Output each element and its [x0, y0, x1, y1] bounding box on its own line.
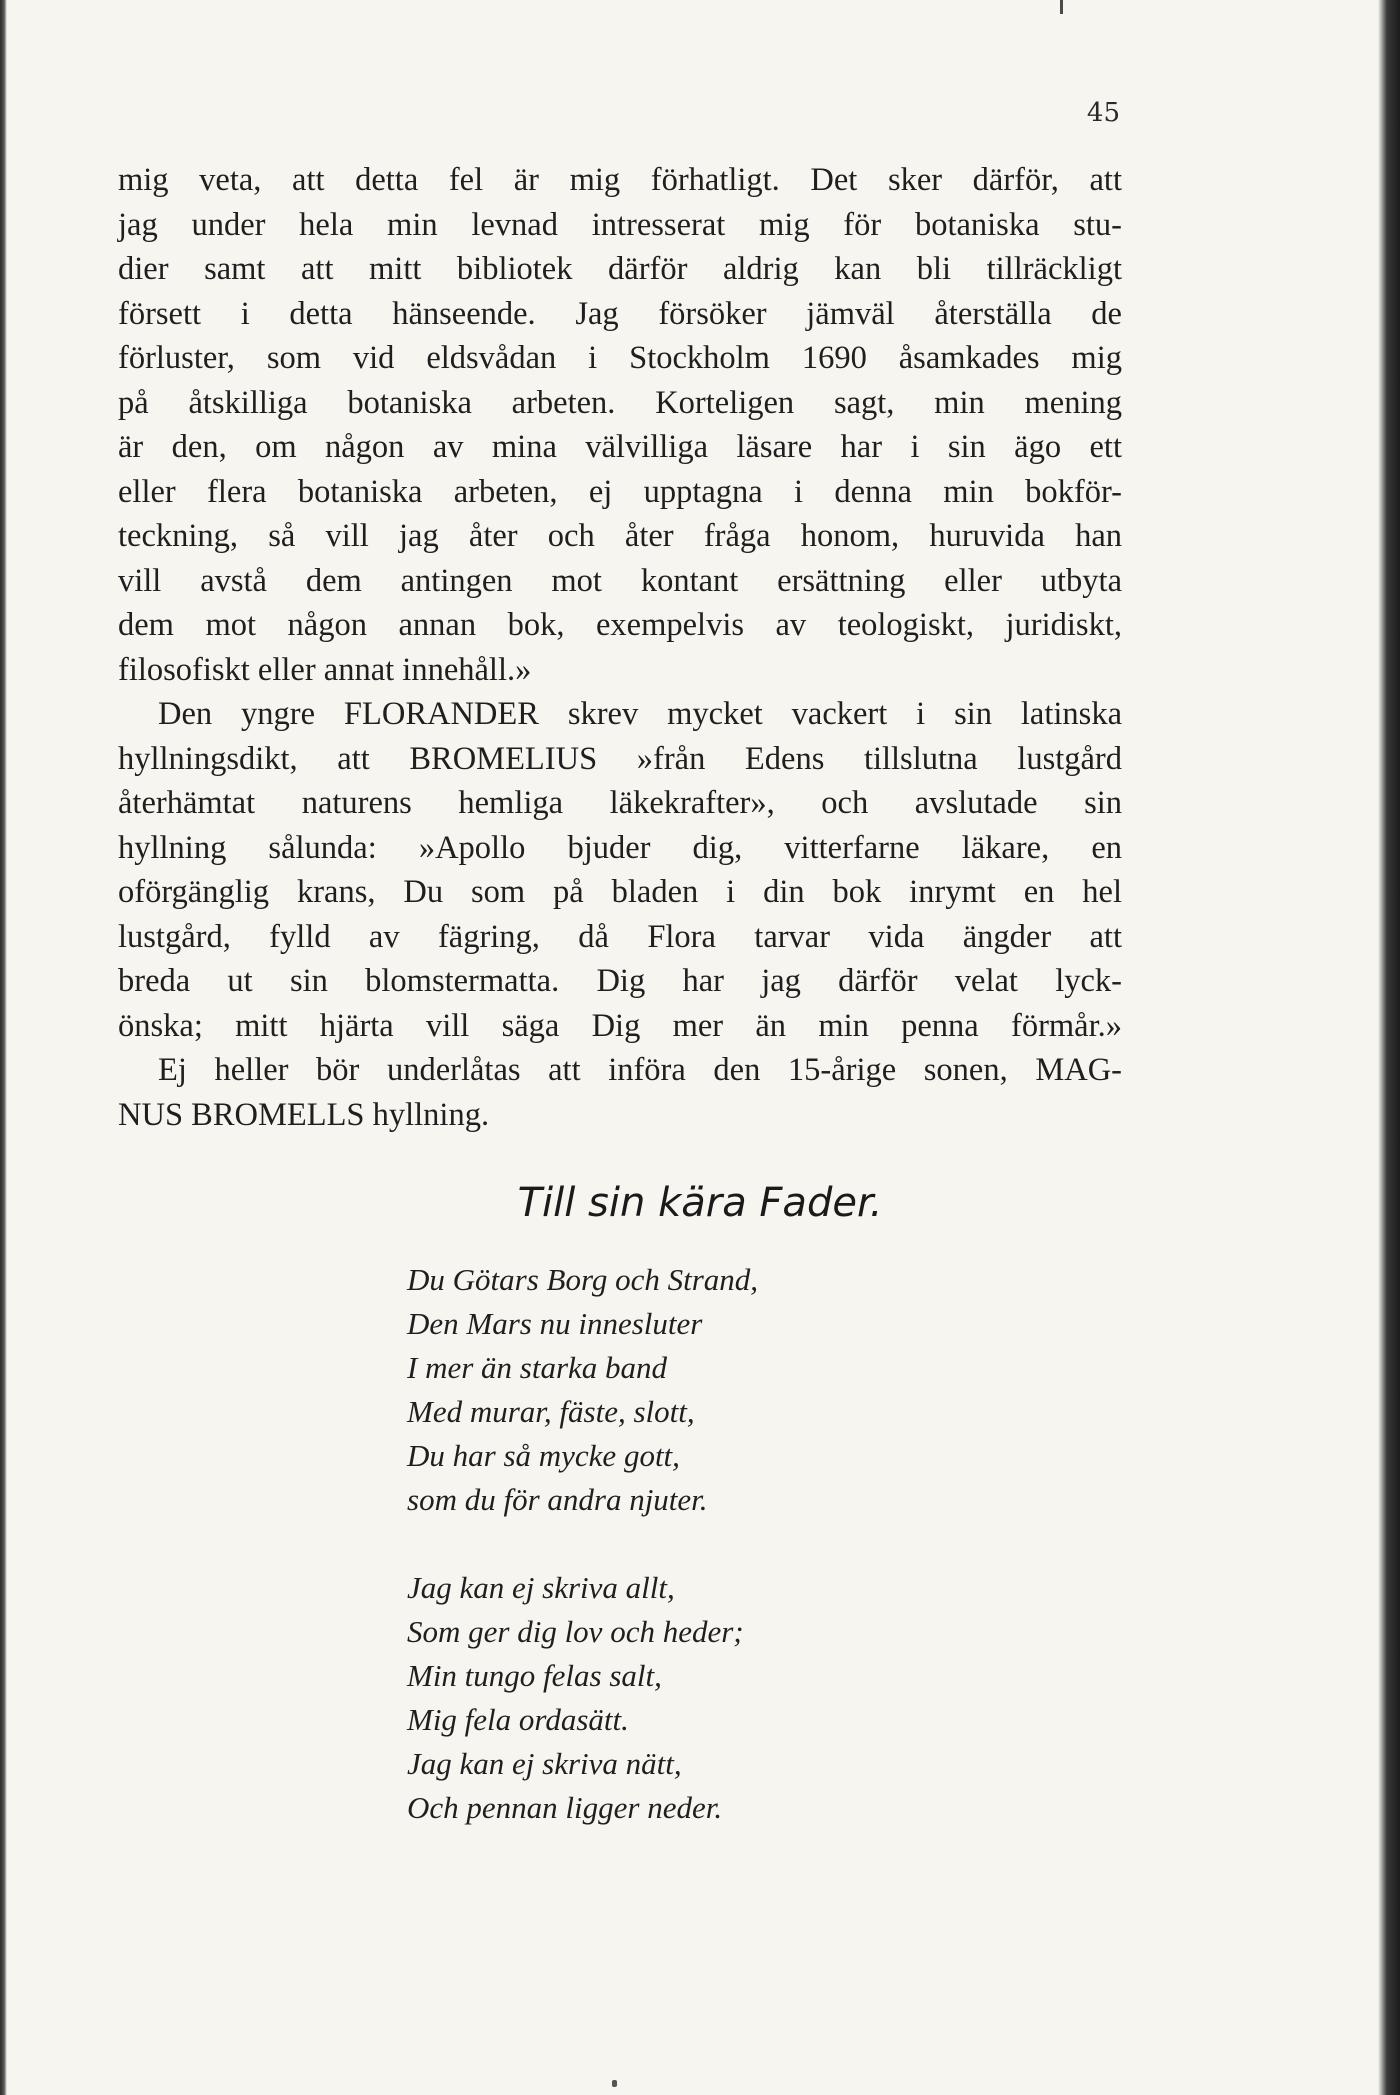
text-line: NUS BROMELLS hyllning.	[118, 1096, 490, 1133]
poem-stanza-2	[407, 1566, 744, 1830]
top-margin-mark	[1060, 0, 1063, 14]
poem-line: Den Mars nu innesluter	[407, 1306, 703, 1341]
page-right-edge-shadow	[1378, 0, 1400, 2095]
poem-line: I mer än starka band	[407, 1350, 668, 1385]
poem-line: Jag kan ej skriva allt,	[407, 1570, 675, 1605]
text-line: mig veta, att detta fel är mig förhatligt. Det sker därför, att	[118, 162, 1122, 198]
page-number: 45	[1086, 98, 1120, 128]
text-line: Ej heller bör underlåtas att införa den 15-årige sonen, MAG-	[158, 1052, 1122, 1088]
text-line: är den, om någon av mina välvilliga läsare har i sin ägo ett	[118, 429, 1122, 465]
text-line: lustgård, fylld av fägring, då Flora tarvar vida ängder att	[118, 918, 1122, 955]
text-line: på åtskilliga botaniska arbeten. Korteligen sagt, min mening	[118, 384, 1122, 421]
text-line: önska; mitt hjärta vill säga Dig mer än min penna förmår.»	[118, 1007, 1122, 1044]
page-left-edge-shadow	[0, 0, 7, 2095]
text-line: vill avstå dem antingen mot kontant ersättning eller utbyta	[118, 562, 1122, 599]
body-text	[118, 158, 1122, 1137]
text-line: återhämtat naturens hemliga läkekrafter», och avslutade sin	[118, 785, 1122, 821]
poem-line: som du för andra njuter.	[407, 1482, 708, 1517]
poem-stanza-1	[407, 1258, 758, 1522]
poem-line: Mig fela ordasätt.	[407, 1702, 629, 1737]
text-line: filosofiskt eller annat innehåll.»	[118, 651, 532, 688]
text-line: jag under hela min levnad intresserat mig för botaniska stu-	[118, 206, 1122, 243]
text-line: dem mot någon annan bok, exempelvis av teologiskt, juridiskt,	[118, 607, 1122, 643]
text-line: breda ut sin blomstermatta. Dig har jag därför velat lyck-	[118, 963, 1122, 999]
text-line: eller flera botaniska arbeten, ej upptagna i denna min bokför-	[118, 473, 1122, 510]
text-line: hyllningsdikt, att BROMELIUS »från Edens tillslutna lustgård	[118, 740, 1122, 777]
text-line: Den yngre FLORANDER skrev mycket vackert i sin latinska	[158, 696, 1122, 732]
text-line: försett i detta hänseende. Jag försöker jämväl återställa de	[118, 295, 1122, 332]
text-line: oförgänglig krans, Du som på bladen i din bok inrymt en hel	[118, 874, 1122, 910]
poem-line: Och pennan ligger neder.	[407, 1790, 723, 1825]
poem-line: Du Götars Borg och Strand,	[407, 1262, 759, 1297]
poem-line: Som ger dig lov och heder;	[407, 1614, 744, 1649]
text-line: hyllning sålunda: »Apollo bjuder dig, vitterfarne läkare, en	[118, 829, 1122, 866]
text-line: dier samt att mitt bibliotek därför aldrig kan bli tillräckligt	[118, 251, 1122, 287]
poem-line: Min tungo felas salt,	[407, 1658, 662, 1693]
poem-title: Till sin kära Fader.	[517, 1180, 883, 1226]
text-line: förluster, som vid eldsvådan i Stockholm 1690 åsamkades mig	[118, 340, 1122, 376]
paper-speck	[612, 2080, 617, 2087]
poem-line: Du har så mycke gott,	[407, 1438, 680, 1473]
poem-line: Med murar, fäste, slott,	[407, 1394, 695, 1429]
text-line: teckning, så vill jag åter och åter fråga honom, huruvida han	[118, 518, 1122, 554]
poem-line: Jag kan ej skriva nätt,	[407, 1746, 682, 1781]
